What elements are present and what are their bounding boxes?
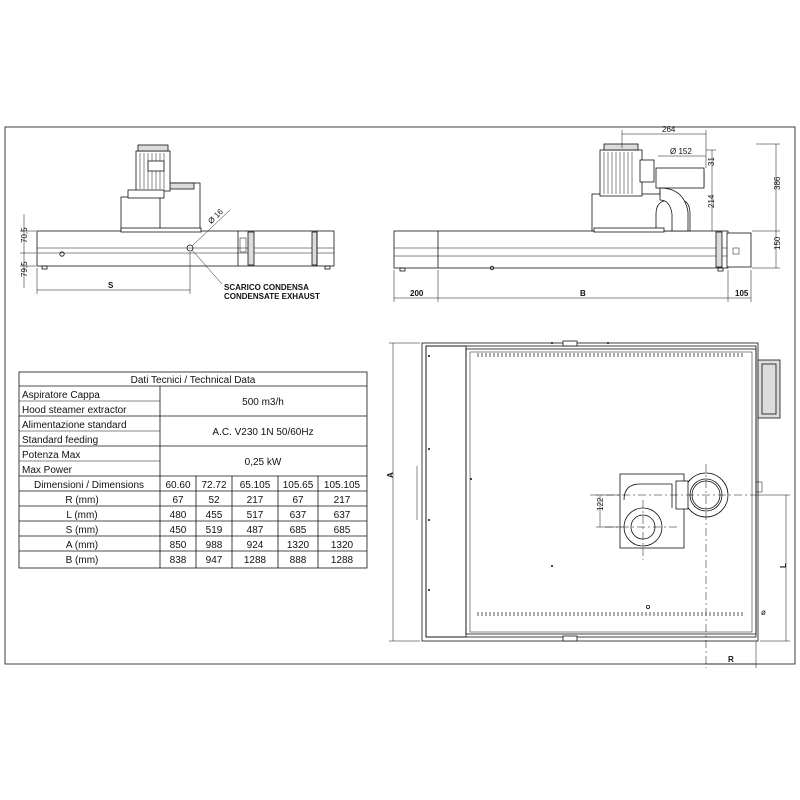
side-view-right — [394, 125, 782, 302]
dim-150: 150 — [773, 236, 782, 250]
table-cell: 988 — [205, 540, 223, 551]
model-2: 65.105 — [239, 480, 271, 491]
dim-row-label-a: A (mm) — [65, 540, 99, 551]
dim-diam-152: Ø 152 — [670, 147, 692, 156]
table-cell: 947 — [205, 555, 223, 566]
table-cell: 455 — [205, 510, 223, 521]
dim-386: 386 — [773, 176, 782, 190]
spec-value-1: A.C. V230 1N 50/60Hz — [212, 427, 314, 438]
dim-row-label-l: L (mm) — [66, 510, 98, 521]
spec-value-2: 0,25 kW — [244, 457, 282, 468]
svg-text:ø: ø — [761, 608, 766, 617]
table-cell: 480 — [169, 510, 187, 521]
dim-header: Dimensioni / Dimensions — [33, 480, 145, 491]
spec-label-en-0: Hood steamer extractor — [22, 405, 127, 416]
model-0: 60.60 — [165, 480, 191, 491]
dim-row-label-s: S (mm) — [65, 525, 99, 536]
table-cell: 519 — [205, 525, 223, 536]
technical-data-table — [19, 372, 367, 568]
dim-diameter-16: Ø 16 — [206, 207, 225, 226]
spec-label-en-2: Max Power — [22, 465, 73, 476]
dim-214: 214 — [707, 194, 716, 208]
drain-label-it: SCARICO CONDENSA — [224, 283, 309, 292]
table-cell: 1288 — [243, 555, 267, 566]
table-cell: 850 — [169, 540, 187, 551]
drain-label-en: CONDENSATE EXHAUST — [224, 292, 320, 301]
spec-label-it-0: Aspiratore Cappa — [22, 390, 100, 401]
model-1: 72.72 — [201, 480, 227, 491]
table-cell: 1288 — [330, 555, 354, 566]
spec-label-it-1: Alimentazione standard — [22, 420, 127, 431]
spec-label-en-1: Standard feeding — [22, 435, 99, 446]
dim-b: B — [580, 289, 586, 298]
table-cell: 637 — [289, 510, 307, 521]
dim-264: 264 — [662, 125, 676, 134]
table-cell: 838 — [169, 555, 187, 566]
dim-105: 105 — [735, 289, 749, 298]
table-cell: 1320 — [286, 540, 310, 551]
table-cell: 517 — [246, 510, 264, 521]
dim-122: 122 — [596, 497, 605, 511]
table-title: Dati Tecnici / Technical Data — [130, 375, 256, 386]
table-cell: 67 — [292, 495, 304, 506]
table-cell: 888 — [289, 555, 307, 566]
dim-a: A — [386, 472, 395, 478]
table-cell: 685 — [289, 525, 307, 536]
dim-row-label-r: R (mm) — [65, 495, 99, 506]
table-cell: 487 — [246, 525, 264, 536]
table-cell: 217 — [333, 495, 351, 506]
table-cell: 52 — [208, 495, 220, 506]
dim-l: L — [779, 563, 788, 568]
dim-s: S — [108, 281, 114, 290]
table-cell: 450 — [169, 525, 187, 536]
model-4: 105.105 — [323, 480, 361, 491]
dim-70-5: 70,5 — [20, 227, 29, 243]
dim-79-5: 79,5 — [20, 261, 29, 277]
dim-31: 31 — [707, 157, 716, 166]
side-view-left — [20, 145, 334, 301]
dim-200: 200 — [410, 289, 424, 298]
plan-view — [386, 341, 790, 668]
table-cell: 637 — [333, 510, 351, 521]
table-cell: 1320 — [330, 540, 354, 551]
spec-label-it-2: Potenza Max — [22, 450, 81, 461]
dim-row-label-b: B (mm) — [65, 555, 99, 566]
model-3: 105.65 — [282, 480, 314, 491]
table-cell: 685 — [333, 525, 351, 536]
table-cell: 924 — [246, 540, 264, 551]
table-cell: 67 — [172, 495, 184, 506]
table-cell: 217 — [246, 495, 264, 506]
dim-r: R — [728, 655, 734, 664]
spec-value-0: 500 m3/h — [242, 397, 284, 408]
